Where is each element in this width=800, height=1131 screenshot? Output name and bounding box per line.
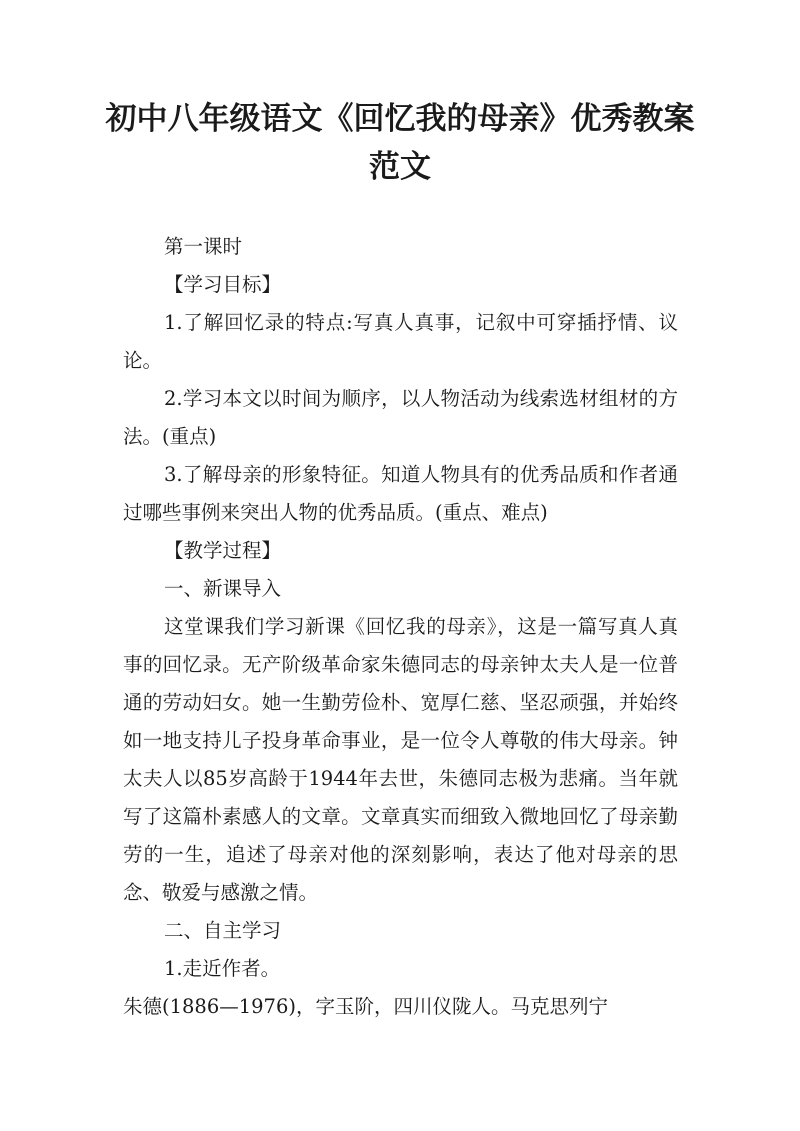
heading-learning-goals: 【学习目标】 [164, 273, 282, 296]
section-heading-introduction: 一、新课导入 [164, 577, 282, 600]
document-title-line-2: 范文 [369, 149, 431, 185]
document-body [123, 228, 678, 1026]
section-heading-self-study: 二、自主学习 [164, 919, 282, 942]
document-title-line-1: 初中八年级语文《回忆我的母亲》优秀教案 [105, 101, 695, 137]
author-paragraph: 朱德(1886—1976)，字玉阶，四川仪陇人。马克思列宁 [123, 995, 608, 1018]
heading-teaching-process: 【教学过程】 [164, 539, 282, 562]
goal-item-3: 3.了解母亲的形象特征。知道人物具有的优秀品质和作者通过哪些事例来突出人物的优秀品质。(重点、难点) [123, 463, 678, 524]
goal-item-2: 2.学习本文以时间为顺序，以人物活动为线索选材组材的方法。(重点) [123, 387, 678, 448]
introduction-paragraph: 这堂课我们学习新课《回忆我的母亲》，这是一篇写真人真事的回忆录。无产阶级革命家朱德同志的母亲钟太夫人是一位普通的劳动妇女。她一生勤劳俭朴、宽厚仁慈、坚忍顽强，并始终如一地支持儿子投身革命事业，是一位令人尊敬的伟大母亲。钟太夫人以85岁高龄于1944年去世，朱德同志极为悲痛。当年就写了这篇朴素感人的文章。文章真实而细致入微地回忆了母亲勤劳的一生，追述了母亲对他的深刻影响，表达了他对母亲的思念、敬爱与感激之情。 [123, 615, 678, 904]
section-label-lesson: 第一课时 [164, 235, 243, 258]
self-study-item-1: 1.走近作者。 [164, 957, 281, 980]
goal-item-1: 1.了解回忆录的特点:写真人真事，记叙中可穿插抒情、议论。 [123, 311, 678, 372]
